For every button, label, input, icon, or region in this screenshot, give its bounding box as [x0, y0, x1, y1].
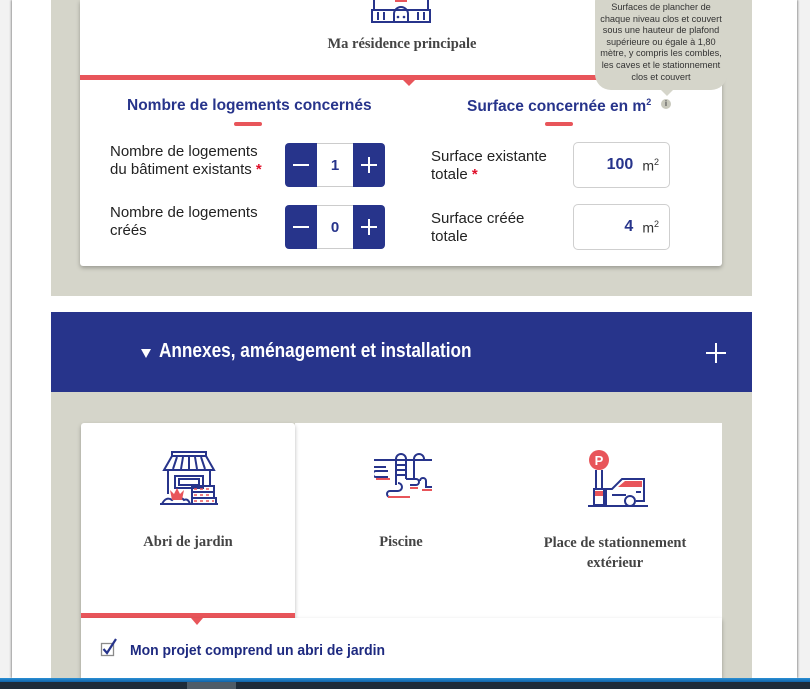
minus-icon [293, 164, 309, 166]
taskbar [0, 682, 810, 689]
info-icon[interactable]: i [661, 99, 671, 109]
svg-text:P: P [594, 453, 604, 468]
house-icon [370, 0, 432, 24]
created-surface-value: 4 [624, 218, 634, 235]
garden-shed-icon [160, 450, 218, 510]
parking-icon [588, 449, 650, 509]
created-surface-label [431, 210, 524, 246]
unit-sup: 2 [653, 156, 659, 167]
label-line: totale [431, 166, 468, 183]
label-line: Surface existante [431, 148, 547, 165]
surface-tooltip [595, 0, 727, 90]
tooltip-line: supérieure ou égale à 1,80 [606, 36, 716, 47]
tile-label-line: extérieur [586, 555, 644, 571]
checkbox-checked[interactable] [100, 638, 120, 658]
plus-icon[interactable] [706, 343, 726, 363]
decrement-button[interactable] [285, 143, 317, 187]
created-surface-input[interactable] [573, 204, 670, 250]
logements-heading: Nombre de logements concernés [127, 97, 372, 114]
surface-heading-text: Surface concernée en m [467, 98, 647, 116]
tile-label-line: Place de stationnement [543, 535, 687, 551]
label-line: Surface créée [431, 210, 525, 227]
label-line: créés [110, 222, 147, 239]
residence-label[interactable]: Ma résidence principale [327, 36, 477, 52]
increment-button[interactable] [353, 143, 385, 187]
label-line: Nombre de logements [110, 143, 258, 160]
unit-sup: 2 [653, 218, 659, 229]
created-housing-label [110, 204, 258, 240]
tile-label: Abri de jardin [143, 534, 233, 550]
tooltip-line: sous une hauteur de plafond [602, 25, 720, 36]
collapse-arrow-icon[interactable] [141, 349, 151, 358]
selected-indicator-pointer [403, 80, 415, 86]
pool-icon [374, 453, 434, 498]
unit-label [642, 219, 659, 236]
existing-housing-stepper [285, 143, 385, 187]
existing-surface-value: 100 [606, 156, 634, 173]
checkbox-label[interactable]: Mon projet comprend un abri de jardin [130, 642, 385, 659]
required-marker: * [471, 166, 478, 183]
tooltip-line: les caves et le stationnement [601, 59, 721, 70]
logements-heading-underline [234, 122, 262, 126]
unit-label [642, 157, 659, 174]
tile-label [515, 533, 715, 573]
unit-text: m [642, 157, 654, 174]
tooltip-line: Surfaces de plancher de [611, 2, 711, 12]
surface-heading-underline [545, 122, 573, 126]
existing-housing-value[interactable]: 1 [317, 143, 353, 187]
existing-housing-label [110, 143, 262, 179]
surface-heading-sup: 2 [646, 97, 652, 107]
increment-button[interactable] [353, 205, 385, 249]
annexes-section-title[interactable]: Annexes, aménagement et installation [159, 340, 472, 362]
unit-text: m [642, 219, 654, 236]
label-line: totale [431, 228, 468, 245]
tile-label: Piscine [379, 534, 423, 550]
tile-pool[interactable] [296, 423, 508, 613]
created-housing-stepper [285, 205, 385, 249]
detail-pointer [191, 618, 203, 625]
created-housing-value[interactable]: 0 [317, 205, 353, 249]
tooltip-line: clos et couvert [631, 71, 691, 82]
tooltip-pointer [660, 89, 674, 96]
required-marker: * [255, 161, 262, 178]
tooltip-line: chaque niveau clos et couvert [600, 13, 722, 24]
existing-surface-input[interactable] [573, 142, 670, 188]
minus-icon [293, 226, 309, 228]
label-line: Nombre de logements [110, 204, 258, 221]
taskbar-item[interactable] [187, 682, 236, 689]
existing-surface-label [431, 148, 547, 184]
surface-heading [467, 97, 651, 116]
label-line: du bâtiment existants [110, 161, 252, 178]
tooltip-line: mètre, y compris les combles, [600, 48, 722, 59]
decrement-button[interactable] [285, 205, 317, 249]
